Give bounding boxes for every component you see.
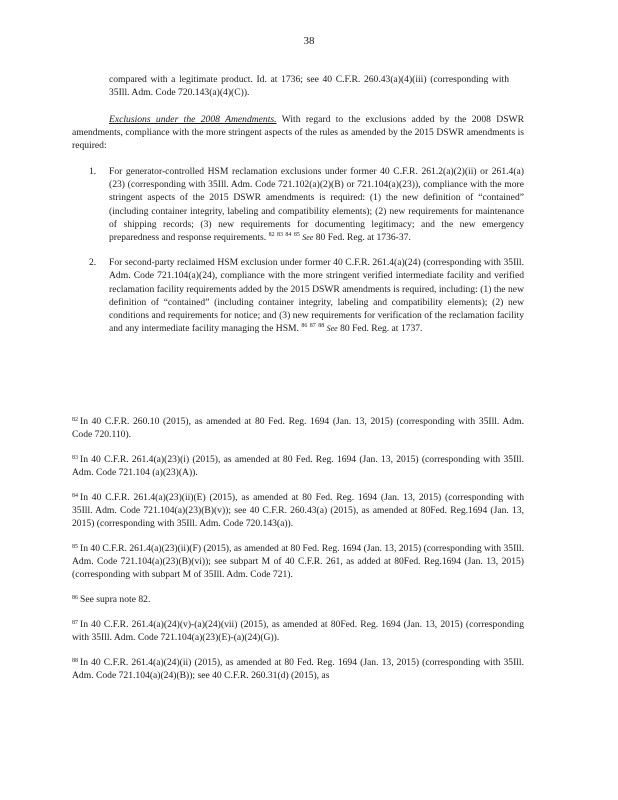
footnote-number: 84 [72,492,78,499]
footnote-text: In 40 C.F.R. 261.4(a)(23)(ii)(F) (2015), as amended at 80 Fed. Reg. 1694 (Jan. 13, 2015) (corresponding with 35Ill. Adm. Code 721.104(a)(23)(B)(vi)); see subpart M of 40 C.F.R. 261, as added at 80Fed. Reg.1694 (Jan. 13, 2015) (corresponding with subpart M of 35Ill. Adm. Code 721). [72,542,524,581]
list-item [89,165,524,244]
footnote-text: See supra note 82. [80,594,151,606]
see-signal: See [302,233,314,243]
footnote-ref[interactable]: 86 [301,323,308,330]
footnote-ref[interactable]: 84 [285,231,292,238]
list-item-text: For generator-controlled HSM reclamation exclusions under former 40 C.F.R. 261.2(a)(2)(ii) or 261.4(a)(23) (corresponding with 35Ill. Adm. Code 721.102(a)(2)(B) or 721.104(a)(23)), compliance with the more stringent aspects of the 2015 DSWR amendments is required: (1) the new definition of “contained” (including container integrity, labeling and compatibility elements); (2) new requirements for maintenance of shipping records; (3) new requirements for documenting legitimacy; and the new emergency preparedness and response requirements. [109,166,524,244]
footnote-ref[interactable]: 82 [268,231,275,238]
list-item [89,256,524,335]
continuation-paragraph: compared with a legitimate product. Id. at 1736; see 40 C.F.R. 260.43(a)(4)(iii) (corresponding with 35Ill. Adm. Code 720.143(a)(4)(C)). [109,74,509,99]
footnote [72,414,524,441]
intro-text: With regard to the exclusions added by the 2008 DSWR amendments, compliance with the more stringent aspects of the rules as amended by the 2015 DSWR amendments is required: [72,114,525,152]
footnote-text: In 40 C.F.R. 261.4(a)(23)(i) (2015), as amended at 80 Fed. Reg. 1694 (Jan. 13, 2015) (corresponding with 35Ill. Adm. Code 721.104 (a)(23)(A)). [72,453,524,479]
list-item-number: 1. [89,166,97,177]
footnote-ref[interactable]: 83 [277,231,283,238]
footnote [72,617,524,644]
footnote [72,655,524,682]
section-heading: Exclusions under the 2008 Amendments. [109,114,277,125]
footnote-number: 85 [72,543,78,550]
see-signal: See [326,324,338,334]
footnote [72,490,524,531]
footnote-ref[interactable]: 88 [318,323,325,330]
footnote [72,452,524,479]
footnote-ref[interactable]: 85 [293,231,300,238]
list-item-text: For second-party reclaimed HSM exclusion under former 40 C.F.R. 261.4(a)(24) (corresponding with 35Ill. Adm. Code 721.104(a)(24), compliance with the more stringent verified intermediate facility and verified reclamation facility requirements added by the 2015 DSWR amendments is required, including: (1) the new definition of “contained” (including container integrity, labeling and compatibility elements); (2) new conditions and requirements for notice; and (3) new requirements for verification of the reclamation facility and any intermediate facility managing the HSM. [109,257,524,335]
footnote-number: 86 [72,595,78,602]
footnote-ref[interactable]: 87 [309,323,316,330]
footnotes [72,414,524,693]
intro-paragraph [72,113,524,153]
footnote-number: 87 [72,619,78,626]
footnote-text: In 40 C.F.R. 260.10 (2015), as amended at 80 Fed. Reg. 1694 (Jan. 13, 2015) (corresponding with 35Ill. Adm. Code 720.110). [72,416,524,441]
list-item-number: 2. [89,257,97,269]
exclusion-list [89,165,524,335]
footnote-number: 88 [72,657,78,664]
list-item-citation: 80 Fed. Reg. at 1737. [340,323,423,335]
list-item-citation: 80 Fed. Reg. at 1736-37. [315,232,411,244]
footnote-text: In 40 C.F.R. 261.4(a)(23)(ii)(E) (2015), as amended at 80 Fed. Reg. 1694 (Jan. 13, 2015) (corresponding with 35Ill. Adm. Code 721.104(a)(23)(B)(v)); see 40 C.F.R. 260.43(a) (2015), as amended at 80Fed. Reg.1694 (Jan. 13, 2015) (corresponding with 35Ill. Adm. Code 720.143(a)). [72,491,524,530]
footnote-number: 82 [72,417,78,423]
footnote-text: In 40 C.F.R. 261.4(a)(24)(v)-(a)(24)(vii) (2015), as amended at 80Fed. Reg. 1694 (Jan. 13, 2015) (corresponding with 35Ill. Adm. Code 721.104(a)(23)(E)-(a)(24)(G)). [72,618,524,643]
footnote-text: In 40 C.F.R. 261.4(a)(24)(ii) (2015), as amended at 80 Fed. Reg. 1694 (Jan. 13, 2015) (corresponding with 35Ill. Adm. Code 721.104(a)(24)(B)); see 40 C.F.R. 260.31(d) (2015), as [72,656,524,681]
footnote-number: 83 [72,454,78,461]
footnote [72,541,524,582]
footnote [72,592,524,606]
page-number: 38 [303,35,315,47]
